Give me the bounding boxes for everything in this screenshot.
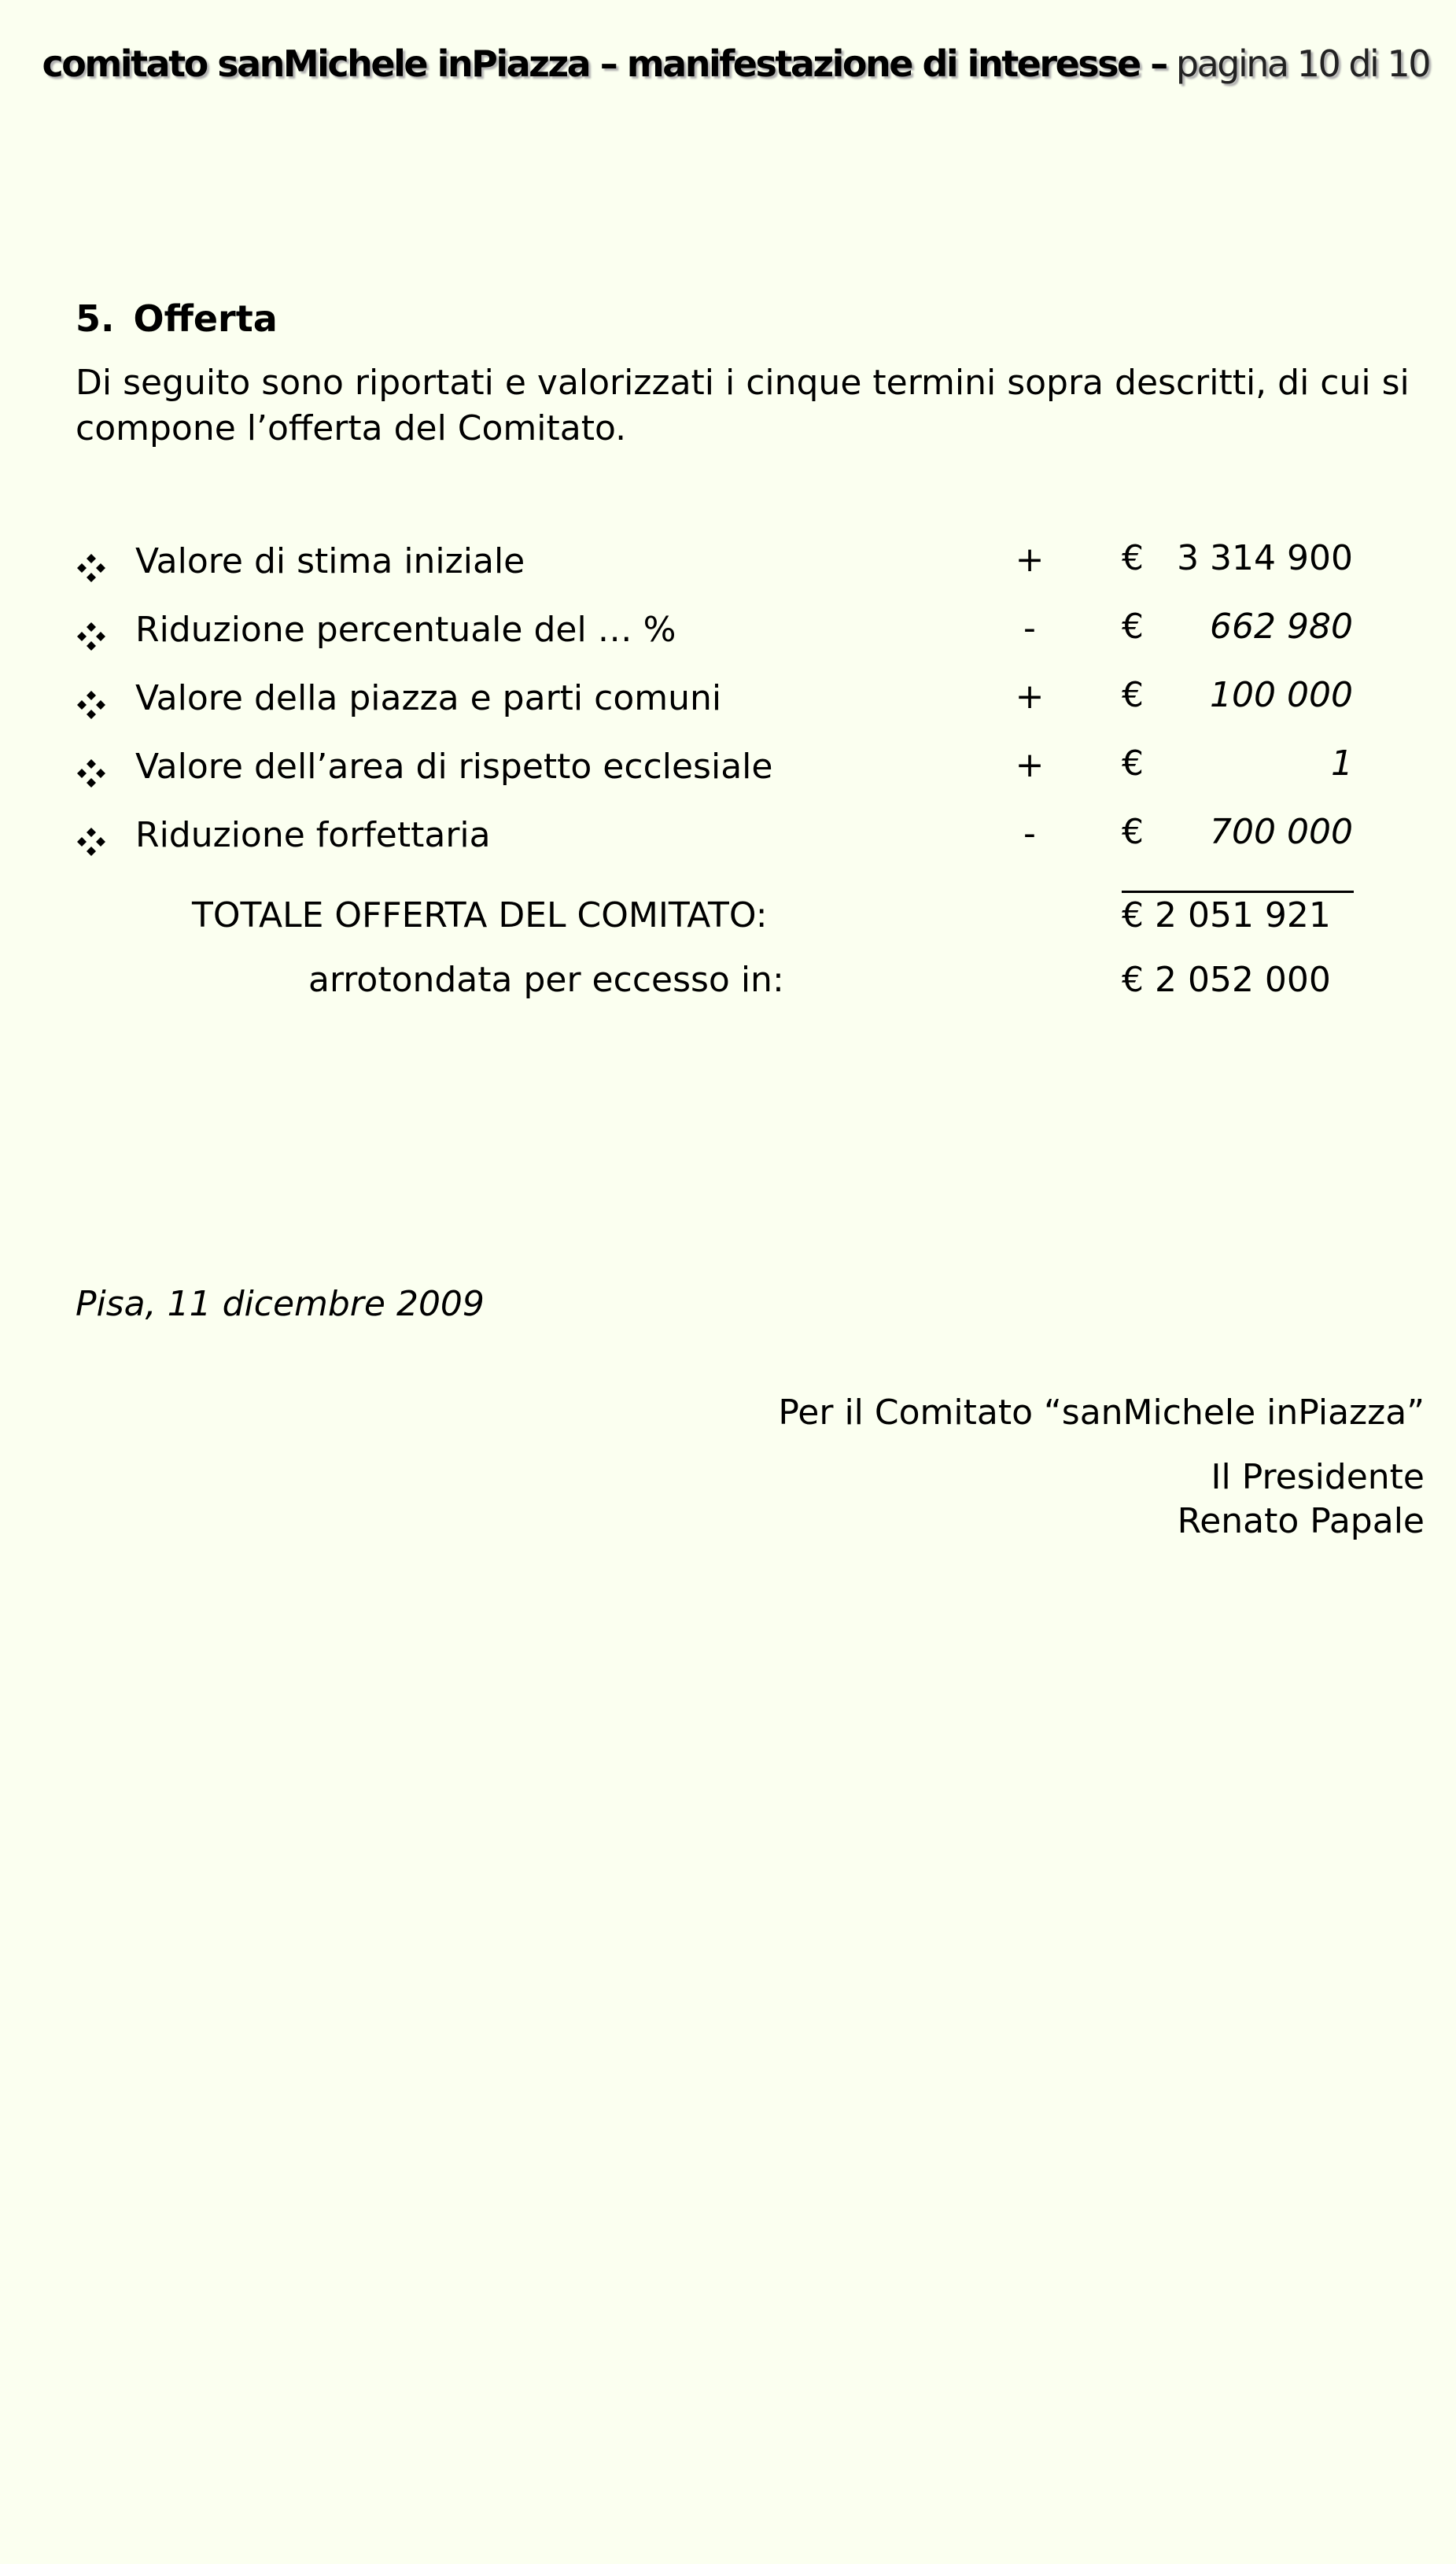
- item-sign: +: [1015, 540, 1045, 580]
- signature-role: Il Presidente: [1211, 1457, 1425, 1497]
- page-header: [42, 42, 1429, 85]
- item-label: Riduzione percentuale del … %: [135, 610, 676, 650]
- item-label: Valore di stima iniziale: [135, 541, 525, 581]
- diamond-cluster-icon: [76, 621, 107, 652]
- list-item: [76, 809, 1381, 877]
- item-currency: €: [1122, 675, 1144, 715]
- page-number: pagina 10 di 10: [1175, 42, 1429, 85]
- diamond-cluster-icon: [76, 758, 107, 789]
- item-label: Valore della piazza e parti comuni: [135, 678, 722, 718]
- item-currency: €: [1122, 743, 1144, 784]
- rounded-label: arrotondata per eccesso in:: [308, 960, 784, 1000]
- item-amount: 662 980: [1210, 607, 1353, 647]
- item-sign: -: [1023, 608, 1036, 648]
- list-item: [76, 535, 1381, 603]
- item-amount: 3 314 900: [1177, 538, 1353, 578]
- signature-committee: Per il Comitato “sanMichele inPiazza”: [778, 1393, 1425, 1433]
- intro-paragraph: Di seguito sono riportati e valorizzati i cinque termini sopra descritti, di cui si compone l’offerta del Comitato.: [76, 363, 1410, 448]
- item-sign: -: [1023, 813, 1036, 854]
- section-number: 5.: [76, 297, 115, 340]
- diamond-cluster-icon: [76, 689, 107, 721]
- item-label: Riduzione forfettaria: [135, 815, 491, 855]
- item-amount: 1: [1331, 743, 1353, 784]
- total-label: TOTALE OFFERTA DEL COMITATO:: [192, 895, 768, 935]
- offer-items-list: [76, 535, 1381, 877]
- place-date: Pisa, 11 dicembre 2009: [76, 1284, 485, 1324]
- signature-block: [778, 1391, 1425, 1544]
- section-title: Offerta: [133, 297, 278, 340]
- section-heading: [76, 297, 278, 340]
- diamond-cluster-icon: [76, 826, 107, 858]
- diamond-cluster-icon: [76, 552, 107, 584]
- item-amount: 100 000: [1210, 675, 1353, 715]
- header-title: comitato sanMichele inPiazza – manifestazione di interesse –: [42, 42, 1167, 85]
- rounded-value: € 2 052 000: [1122, 960, 1331, 1000]
- sum-divider: [1122, 891, 1354, 893]
- total-value: € 2 051 921: [1122, 895, 1331, 935]
- list-item: [76, 740, 1381, 809]
- item-amount: 700 000: [1210, 812, 1353, 852]
- item-label: Valore dell’area di rispetto ecclesiale: [135, 747, 773, 787]
- signature-name: Renato Papale: [1177, 1501, 1425, 1541]
- list-item: [76, 603, 1381, 672]
- item-currency: €: [1122, 538, 1144, 578]
- item-currency: €: [1122, 812, 1144, 852]
- item-sign: +: [1015, 745, 1045, 785]
- item-currency: €: [1122, 607, 1144, 647]
- item-sign: +: [1015, 677, 1045, 717]
- list-item: [76, 672, 1381, 740]
